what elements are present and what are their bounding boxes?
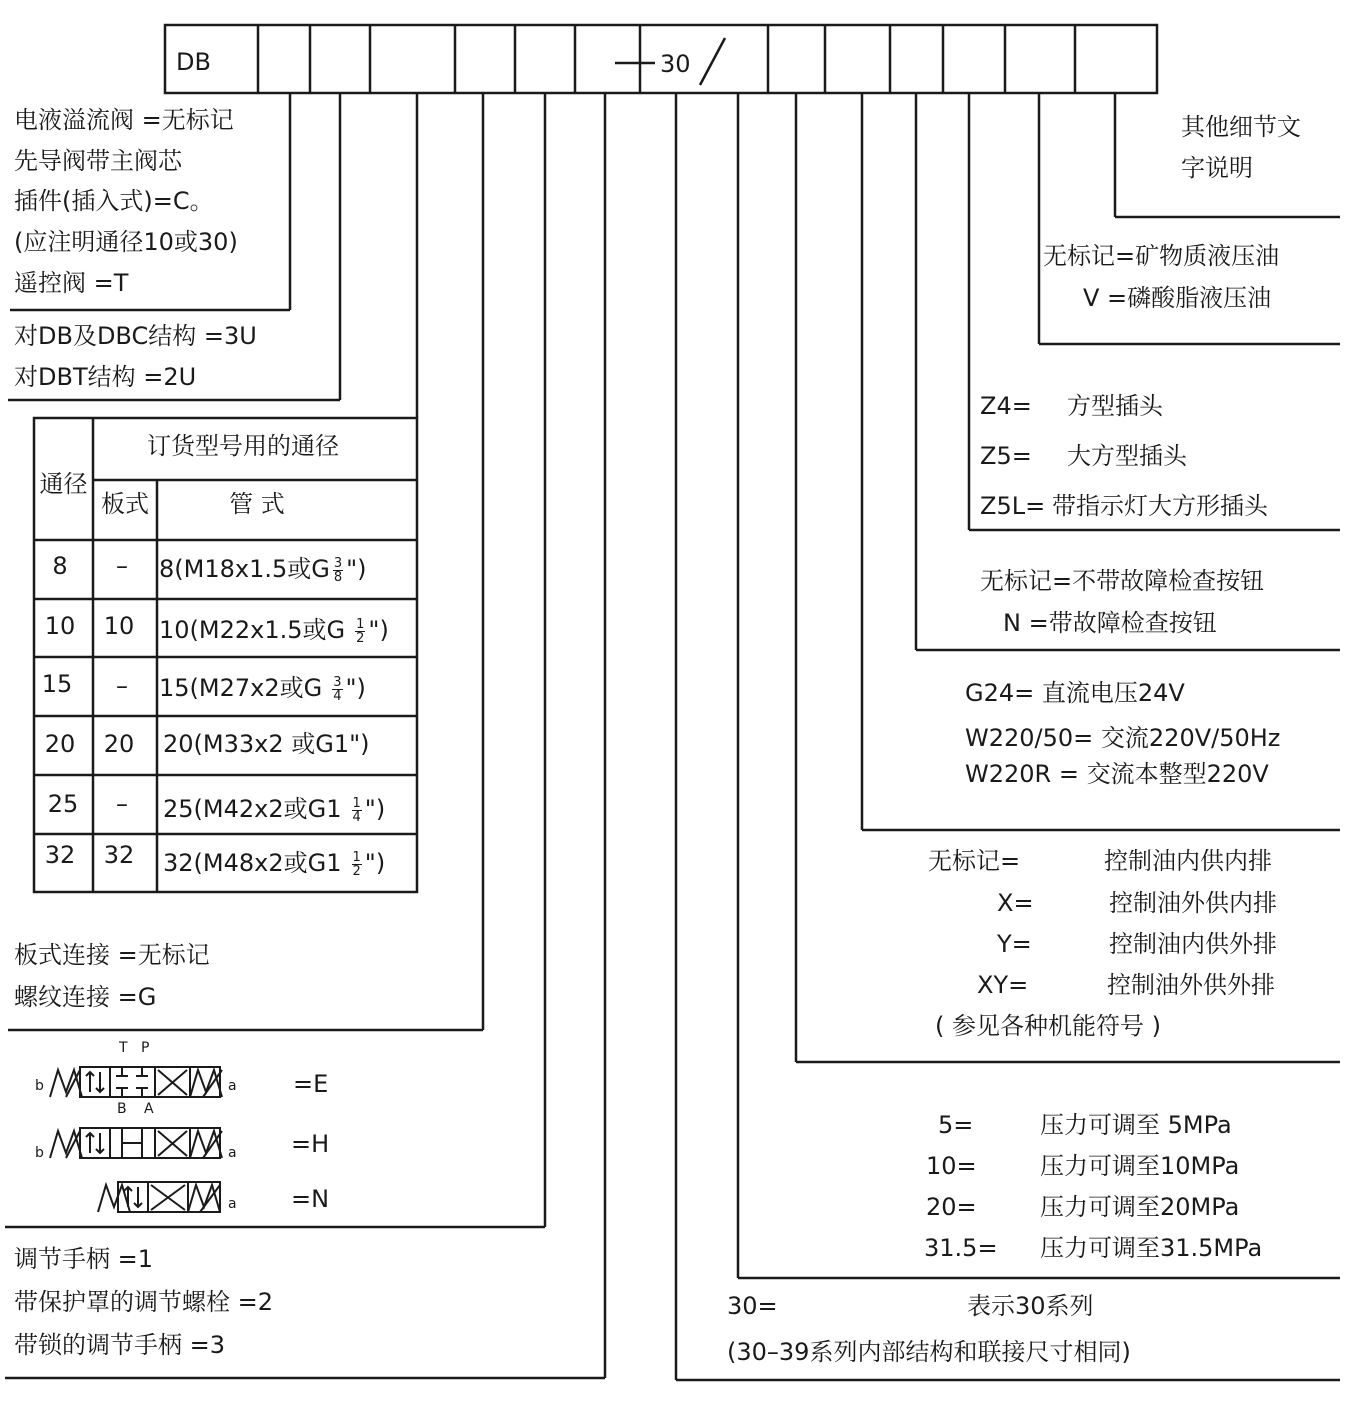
table-cell-plate: –	[116, 790, 128, 818]
pressure-code: 31.5=	[924, 1234, 998, 1262]
table-cell-pipe	[159, 616, 389, 645]
voltage-line: W220/50= 交流220V/50Hz	[965, 724, 1281, 752]
type-line: (应注明通径10或30)	[14, 228, 238, 256]
valve-option-n: =N	[291, 1185, 330, 1213]
valve-label-p: P	[141, 1040, 150, 1056]
pressure-desc: 压力可调至10MPa	[1040, 1152, 1240, 1180]
valve-option-h: =H	[291, 1130, 330, 1158]
table-cell-pipe: 20(M33x2 或G1")	[163, 730, 370, 758]
pipe-fraction: $\frac{3}{4}$	[333, 674, 342, 704]
pipe-fraction: $\frac{1}{2}$	[352, 849, 361, 879]
pipe-text-end: ")	[364, 849, 386, 877]
pipe-text: 32(M48x2或G1	[163, 849, 342, 877]
valve-label-a: a	[228, 1145, 237, 1161]
fault-line: N =带故障检查按钮	[1003, 609, 1217, 637]
plug-desc: 带指示灯大方形插头	[1052, 492, 1268, 520]
control-desc: 控制油外供外排	[1107, 971, 1275, 999]
table-cell-plate: –	[116, 672, 128, 700]
valve-label-bb: B	[117, 1101, 127, 1117]
plug-desc: 大方型插头	[1067, 442, 1187, 470]
voltage-line: W220R = 交流本整型220V	[965, 760, 1269, 788]
adjustment-line: 调节手柄 =1	[14, 1245, 154, 1273]
type-line: 遥控阀 =T	[14, 269, 129, 297]
size-table-head-size: 通径	[39, 470, 88, 498]
table-cell-plate: 32	[103, 841, 135, 869]
valve-label-b: b	[35, 1145, 44, 1161]
pipe-text-end: ")	[364, 795, 386, 823]
control-code: X=	[997, 889, 1034, 917]
table-cell-size: 32	[44, 841, 76, 869]
size-table-head-pipe: 管 式	[229, 490, 285, 518]
pipe-fraction: $\frac{1}{2}$	[356, 616, 365, 646]
table-cell-size: 15	[41, 670, 73, 698]
type-line: 电液溢流阀 =无标记	[14, 106, 234, 134]
type-line: 插件(插入式)=C。	[14, 187, 214, 215]
table-cell-size: 25	[47, 790, 79, 818]
table-cell-size: 20	[44, 730, 76, 758]
pressure-code: 5=	[938, 1111, 974, 1139]
valve-symbol-e	[50, 1067, 222, 1097]
pressure-desc: 压力可调至 5MPa	[1040, 1111, 1232, 1139]
valve-symbol-h	[50, 1128, 222, 1158]
table-cell-plate: –	[116, 552, 128, 580]
control-desc: 控制油外供内排	[1109, 889, 1277, 917]
connection-line: 板式连接 =无标记	[14, 941, 210, 969]
control-code: XY=	[977, 971, 1029, 999]
plug-code: Z4=	[980, 392, 1032, 420]
valve-label-a: a	[228, 1196, 237, 1212]
pipe-text-end: ")	[368, 616, 389, 644]
fluid-line: 无标记=矿物质液压油	[1043, 242, 1280, 270]
pilot-valve-symbols	[30, 1040, 250, 1220]
plug-desc: 方型插头	[1067, 392, 1163, 420]
other-line: 字说明	[1181, 154, 1253, 182]
plug-code: Z5L=	[980, 492, 1046, 520]
table-cell-pipe	[159, 674, 366, 703]
type-line: 先导阀带主阀芯	[14, 147, 182, 175]
pipe-text: 15(M27x2或G	[159, 674, 323, 702]
table-cell-pipe	[163, 849, 385, 878]
control-code: Y=	[997, 930, 1032, 958]
control-code: 无标记=	[928, 847, 1021, 875]
fluid-line: V =磷酸脂液压油	[1083, 284, 1272, 312]
table-cell-plate: 10	[103, 612, 135, 640]
table-cell-pipe	[163, 795, 385, 824]
series-desc: 表示30系列	[967, 1292, 1094, 1320]
table-cell-size: 8	[52, 552, 68, 580]
valve-label-a: a	[228, 1078, 237, 1094]
size-table-head-order: 订货型号用的通径	[147, 432, 339, 460]
control-desc: 控制油内供外排	[1109, 930, 1277, 958]
connection-line: 螺纹连接 =G	[14, 983, 157, 1011]
table-cell-pipe	[159, 555, 367, 584]
other-line: 其他细节文	[1181, 113, 1301, 141]
control-note: ( 参见各种机能符号 )	[935, 1012, 1161, 1040]
header-prefix: DB	[176, 48, 211, 76]
pipe-text: 10(M22x1.5或G	[159, 616, 346, 644]
valve-label-t: T	[119, 1040, 128, 1056]
structure-line: 对DB及DBC结构 =3U	[14, 322, 257, 350]
pipe-text: 8(M18x1.5或G	[159, 555, 330, 583]
pressure-code: 10=	[926, 1152, 977, 1180]
adjustment-line: 带锁的调节手柄 =3	[14, 1331, 226, 1359]
plug-code: Z5=	[980, 442, 1032, 470]
valve-symbol-n	[98, 1182, 220, 1212]
pipe-fraction: $\frac{3}{8}$	[333, 555, 343, 585]
fault-line: 无标记=不带故障检查按钮	[980, 567, 1265, 595]
valve-label-aa: A	[144, 1101, 154, 1117]
header-series-marker: 30	[660, 50, 691, 78]
pipe-text: 25(M42x2或G1	[163, 795, 342, 823]
table-cell-size: 10	[44, 612, 76, 640]
size-table-head-plate: 板式	[101, 490, 149, 518]
valve-label-b: b	[35, 1078, 44, 1094]
adjustment-line: 带保护罩的调节螺栓 =2	[14, 1288, 274, 1316]
voltage-line: G24= 直流电压24V	[965, 679, 1185, 707]
pipe-text-end: ")	[345, 674, 366, 702]
series-note: (30–39系列内部结构和联接尺寸相同)	[727, 1338, 1131, 1366]
pressure-desc: 压力可调至20MPa	[1040, 1193, 1240, 1221]
pressure-code: 20=	[926, 1193, 977, 1221]
pressure-desc: 压力可调至31.5MPa	[1040, 1234, 1263, 1262]
valve-option-e: =E	[293, 1070, 329, 1098]
control-desc: 控制油内供内排	[1104, 847, 1272, 875]
pipe-text-end: ")	[346, 555, 367, 583]
series-code: 30=	[727, 1292, 778, 1320]
structure-line: 对DBT结构 =2U	[14, 363, 197, 391]
table-cell-plate: 20	[103, 730, 135, 758]
pipe-fraction: $\frac{1}{4}$	[352, 795, 361, 825]
